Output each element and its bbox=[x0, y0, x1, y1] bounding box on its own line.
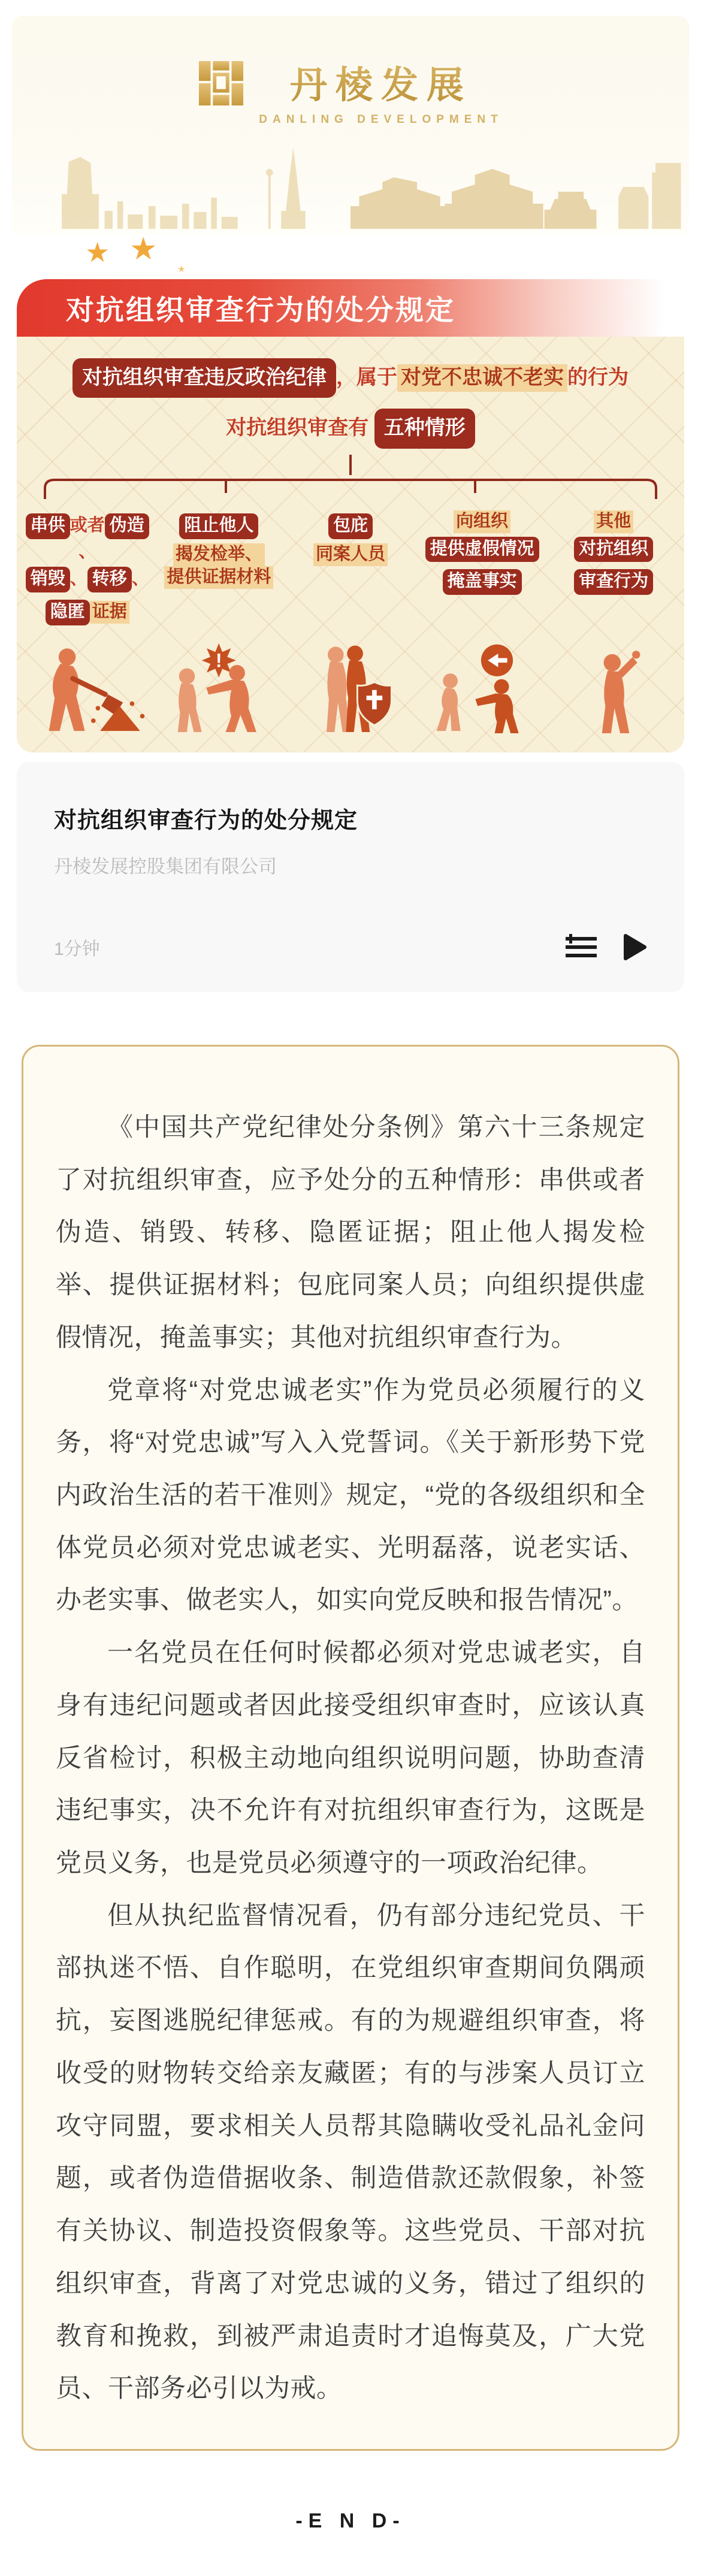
headline-badge: 对抗组织审查违反政治纪律 bbox=[72, 358, 336, 398]
banner-title: 对抗组织审查行为的处分规定 bbox=[66, 294, 455, 326]
brand-name: 丹棱发展 bbox=[259, 55, 503, 108]
city-skyline-illustration bbox=[12, 139, 689, 235]
article-paragraph: 《中国共产党纪律处分条例》第六十三条规定了对抗组织审查，应予处分的五种情形：串供或者伪造、销毁、转移、隐匿证据；阻止他人揭发检举、提供证据材料；包庇同案人员；向组织提供虚假情况，掩盖事实；其他对抗组织审查行为。 bbox=[56, 1112, 645, 1352]
star-icon: ★ bbox=[129, 232, 158, 267]
audio-duration: 1分钟 bbox=[54, 939, 100, 959]
block-whistleblower-figure bbox=[156, 639, 285, 737]
situation-badge: 销毁 bbox=[26, 567, 70, 592]
situation-badge: 伪造 bbox=[105, 513, 149, 539]
situation-badge: 包庇 bbox=[328, 513, 373, 539]
article-body-card bbox=[22, 1045, 679, 2451]
subheadline-badge: 五种情形 bbox=[374, 409, 475, 448]
five-situations-columns bbox=[17, 500, 684, 630]
situation-column-3 bbox=[285, 509, 416, 630]
headline-highlight: 对党不忠诚不老实 bbox=[397, 364, 567, 392]
situation-hl: 同案人员 bbox=[313, 543, 388, 566]
shield-accomplice-figure bbox=[286, 639, 415, 737]
situation-red: 、 bbox=[70, 569, 87, 589]
bracket-connector bbox=[39, 475, 662, 500]
bury-evidence-figure bbox=[26, 639, 156, 737]
infographic-illustrations bbox=[17, 630, 684, 744]
situation-red: 或者 bbox=[70, 515, 105, 535]
situation-column-5 bbox=[548, 509, 679, 630]
situation-badge: 审查行为 bbox=[574, 569, 653, 595]
title-banner bbox=[17, 279, 684, 337]
situation-badge: 串供 bbox=[26, 513, 70, 539]
connector-line bbox=[349, 455, 352, 475]
situation-badge: 阻止他人 bbox=[179, 513, 258, 539]
situation-badge: 转移 bbox=[87, 567, 132, 592]
situation-badge: 掩盖事实 bbox=[443, 569, 522, 595]
brand-header bbox=[12, 16, 689, 235]
discipline-infographic bbox=[17, 337, 684, 752]
situation-hl: 提供证据材料 bbox=[164, 566, 273, 589]
situation-badge: 隐匿 bbox=[46, 600, 90, 625]
situation-badge: 对抗组织 bbox=[574, 537, 653, 563]
situation-red: 、 bbox=[131, 569, 149, 589]
article-text bbox=[56, 1102, 645, 2415]
svg-text:!: ! bbox=[215, 649, 222, 672]
situation-column-1 bbox=[22, 509, 153, 630]
situation-hl: 其他 bbox=[594, 510, 633, 533]
infographic-headline bbox=[17, 358, 684, 398]
situation-hl: 证据 bbox=[90, 601, 129, 624]
false-report-figure bbox=[415, 639, 545, 737]
audio-title: 对抗组织审查行为的处分规定 bbox=[54, 808, 358, 833]
situation-hl: 向组织 bbox=[454, 510, 510, 533]
playlist-add-button[interactable] bbox=[566, 934, 597, 960]
playlist-add-icon bbox=[566, 934, 597, 960]
brand-name-english: DANLING DEVELOPMENT bbox=[259, 113, 503, 126]
article-paragraph: 党章将“对党忠诚老实”作为党员必须履行的义务，将“对党忠诚”写入入党誓词。《关于新形势下党内政治生活的若干准则》规定，“党的各级组织和全体党员必须对党忠诚老实、光明磊落，说老实话、办老实事、做老实人，如实向党反映和报告情况”。 bbox=[56, 1375, 645, 1615]
headline-text: ，属于 bbox=[336, 366, 397, 389]
play-button[interactable] bbox=[623, 933, 647, 961]
danling-logo-icon bbox=[198, 60, 244, 107]
situation-hl: 揭发检举、 bbox=[173, 543, 265, 566]
article-paragraph: 一名党员在任何时候都必须对党忠诚老实，自身有违纪问题或者因此接受组织审查时，应该认真反省检讨，积极主动地向组织说明问题，协助查清违纪事实，决不允许有对抗组织审查行为，这既是党员义务，也是党员必须遵守的一项政治纪律。 bbox=[56, 1638, 645, 1878]
star-sparkle-icon: ★ bbox=[177, 264, 186, 274]
decorative-stars bbox=[0, 232, 701, 279]
headline-text: 的行为 bbox=[567, 366, 629, 389]
star-icon: ★ bbox=[85, 237, 110, 268]
brand-logo bbox=[12, 16, 689, 126]
audio-company: 丹棱发展控股集团有限公司 bbox=[54, 855, 277, 877]
situation-column-4 bbox=[416, 509, 548, 630]
article-paragraph: 但从执纪监督情况看，仍有部分违纪党员、干部执迷不悟、自作聪明，在党组织审查期间负隅顽抗，妄图逃脱纪律惩戒。有的为规避组织审查，将收受的财物转交给亲友藏匿；有的与涉案人员订立攻守同盟，要求相关人员帮其隐瞒收受礼品礼金问题，或者伪造借据收条、制造借款还款假象，补签有关协议、制造投资假象等。这些党员、干部对抗组织审查，背离了对党忠诚的义务，错过了组织的教育和挽救，到被严肃追责时才追悔莫及，广大党员、干部务必引以为戒。 bbox=[56, 1901, 645, 2403]
infographic-subheadline bbox=[17, 409, 684, 448]
play-icon bbox=[623, 933, 647, 961]
other-resist-figure bbox=[545, 639, 675, 737]
subheadline-text: 对抗组织审查有 bbox=[226, 416, 369, 440]
situation-column-2 bbox=[153, 509, 285, 630]
end-marker: -E N D- bbox=[295, 2509, 406, 2532]
situation-red: 、 bbox=[78, 542, 96, 561]
situation-badge: 提供虚假情况 bbox=[425, 537, 539, 563]
audio-article-card[interactable] bbox=[17, 762, 684, 992]
